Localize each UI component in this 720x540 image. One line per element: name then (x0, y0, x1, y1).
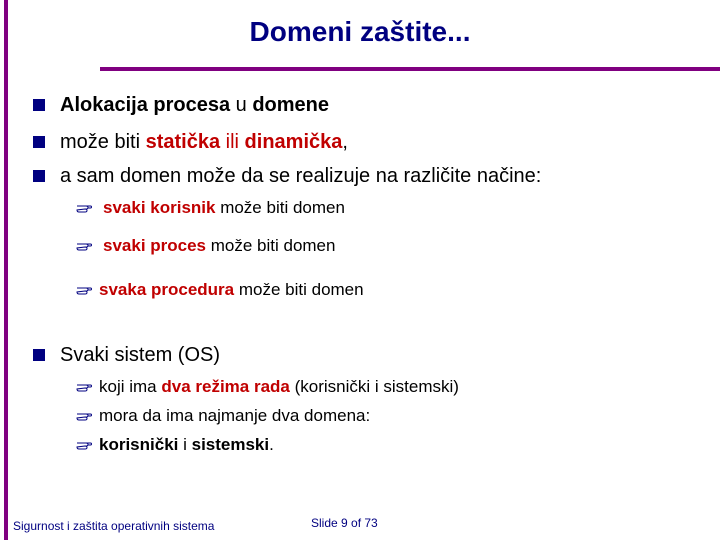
square-bullet-icon (33, 99, 45, 111)
bullet-item (33, 163, 541, 189)
footer-course-title: Sigurnost i zaštita operativnih sistema (13, 519, 215, 533)
bullet-text: domene (252, 93, 330, 116)
sub-bullet-text: koji ima (99, 377, 162, 396)
sub-bullet-item (76, 405, 370, 427)
bullet-text: Alokacija procesa (60, 93, 231, 116)
bullet-text-highlight: dinamička (244, 130, 343, 153)
pointing-hand-icon (76, 440, 92, 450)
bullet-text: u (230, 93, 253, 116)
square-bullet-icon (33, 136, 45, 148)
pointing-hand-icon (76, 241, 92, 251)
sub-bullet-highlight: svaki korisnik (103, 198, 216, 217)
sub-bullet-item (76, 279, 364, 301)
sub-bullet-text: može biti domen (206, 236, 336, 255)
bullet-text: može biti (60, 130, 146, 153)
slide-number: Slide 9 of 73 (311, 516, 378, 530)
sub-bullet-item (76, 235, 335, 257)
sub-bullet-highlight: svaki proces (103, 236, 207, 255)
square-bullet-icon (33, 170, 45, 182)
sub-bullet-text: . (269, 435, 274, 454)
slide-title: Domeni zaštite... (249, 16, 471, 47)
sub-bullet-text: i (178, 435, 192, 454)
pointing-hand-icon (76, 285, 92, 295)
sub-bullet-text: sistemski (191, 435, 270, 454)
sub-bullet-highlight: svaka procedura (99, 280, 235, 299)
bullet-text-highlight: ili (220, 130, 245, 153)
bullet-text-highlight: statička (145, 130, 221, 153)
pointing-hand-icon (76, 411, 92, 421)
sub-bullet-text: mora da ima najmanje dva domena: (99, 406, 371, 425)
bullet-text: Svaki sistem (OS) (60, 343, 221, 366)
pointing-hand-icon (76, 382, 92, 392)
sub-bullet-item (76, 197, 345, 219)
square-bullet-icon (33, 349, 45, 361)
bullet-text: , (342, 130, 348, 153)
bullet-item (33, 342, 220, 368)
bullet-item (33, 129, 348, 155)
sub-bullet-item (76, 376, 459, 398)
left-border-line (4, 0, 8, 540)
sub-bullet-text: (korisnički i sistemski) (289, 377, 459, 396)
sub-bullet-text: može biti domen (234, 280, 364, 299)
sub-bullet-item (76, 434, 274, 456)
pointing-hand-icon (76, 203, 92, 213)
title-underline (100, 67, 720, 71)
sub-bullet-highlight: dva režima rada (161, 377, 290, 396)
sub-bullet-text: korisnički (99, 435, 179, 454)
bullet-item (33, 92, 329, 118)
bullet-text: a sam domen može da se realizuje na različite načine: (60, 164, 542, 187)
sub-bullet-text: može biti domen (215, 198, 345, 217)
